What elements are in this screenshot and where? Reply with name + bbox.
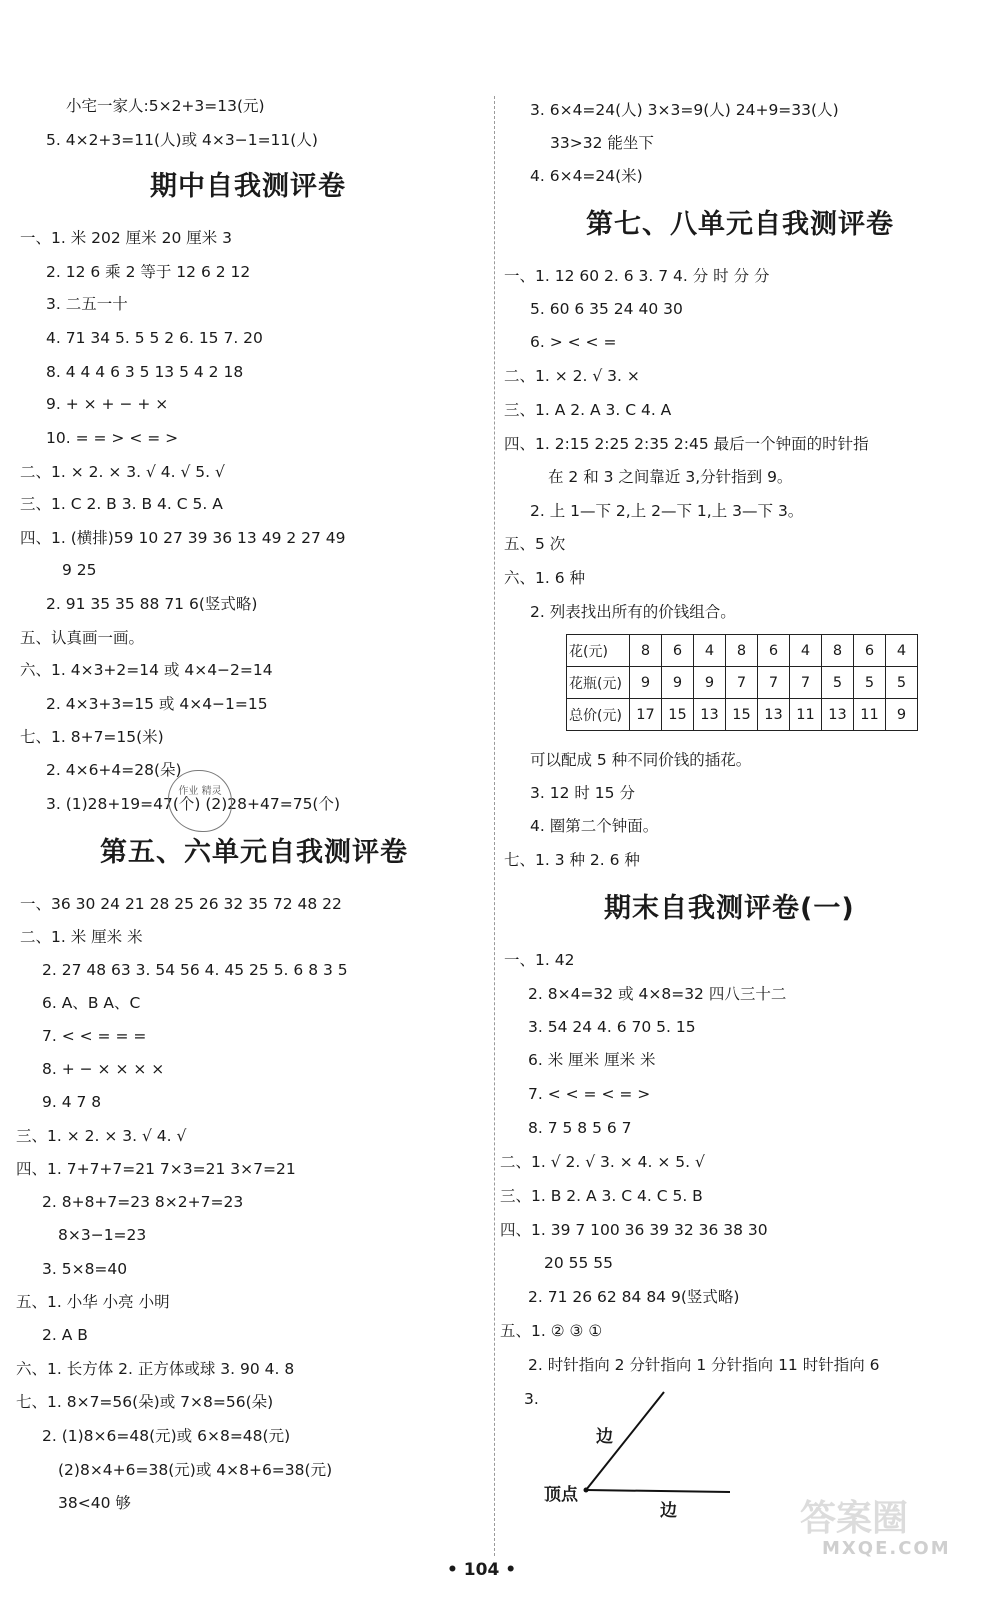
price-table: [566, 634, 918, 731]
angle-edge-bottom: [586, 1490, 730, 1492]
answer-line: 5. 60 6 35 24 40 30: [530, 300, 683, 318]
section-title-final: 期末自我测评卷(一): [604, 893, 855, 924]
answer-line: 3. (1)28+19=47(个) (2)28+47=75(个): [46, 795, 341, 813]
answer-line: 3. 5×8=40: [42, 1260, 128, 1278]
table-cell: 4: [694, 635, 726, 667]
answer-line: 6. A、B A、C: [42, 994, 141, 1012]
answer-line: 二、1. 米 厘米 米: [20, 928, 143, 946]
answer-line: 8. 4 4 4 6 3 5 13 5 4 2 18: [46, 363, 244, 381]
answer-line: 五、认真画一画。: [20, 629, 145, 647]
table-cell: 17: [630, 699, 662, 731]
answer-line: 38<40 够: [58, 1494, 131, 1512]
answer-line: 六、1. 长方体 2. 正方体或球 3. 90 4. 8: [16, 1360, 295, 1378]
answer-line: 七、1. 3 种 2. 6 种: [504, 851, 640, 869]
answer-line: 9 25: [62, 561, 97, 579]
row-header: 花瓶(元): [567, 667, 630, 699]
table-cell: 5: [822, 667, 854, 699]
table-cell: 8: [822, 635, 854, 667]
answer-line: 5. 4×2+3=11(人)或 4×3−1=11(人): [46, 131, 318, 149]
table-row: [567, 635, 918, 667]
answer-line: 五、1. ② ③ ①: [500, 1322, 603, 1340]
angle-vertex-point: [584, 1488, 589, 1493]
answer-line: 一、1. 42: [504, 951, 575, 969]
table-cell: 11: [790, 699, 822, 731]
answer-line: 2. 12 6 乘 2 等于 12 6 2 12: [46, 263, 251, 281]
table-cell: 4: [886, 635, 918, 667]
answer-line: 3.: [524, 1390, 539, 1408]
answer-line: 2. 列表找出所有的价钱组合。: [530, 603, 736, 621]
answer-line: 三、1. × 2. × 3. √ 4. √: [16, 1127, 187, 1145]
answer-line: 8. + − × × × ×: [42, 1060, 165, 1078]
answer-line: 7. < < = = =: [42, 1027, 147, 1045]
answer-line: 2. 上 1—下 2,上 2—下 1,上 3—下 3。: [530, 502, 804, 520]
angle-label-edge: 边: [660, 1501, 677, 1521]
section-title-unit78: 第七、八单元自我测评卷: [586, 209, 894, 240]
angle-label-vertex: 顶点: [544, 1485, 578, 1505]
answer-line: 四、1. 7+7+7=21 7×3=21 3×7=21: [16, 1160, 296, 1178]
answer-line: 一、1. 12 60 2. 6 3. 7 4. 分 时 分 分: [504, 267, 770, 285]
table-cell: 9: [694, 667, 726, 699]
table-cell: 9: [886, 699, 918, 731]
table-cell: 9: [662, 667, 694, 699]
table-row: [567, 699, 918, 731]
table-cell: 11: [854, 699, 886, 731]
answer-line: 9. 4 7 8: [42, 1093, 102, 1111]
table-cell: 13: [822, 699, 854, 731]
answer-line: (2)8×4+6=38(元)或 4×8+6=38(元): [58, 1461, 333, 1479]
answer-line: 4. 6×4=24(米): [530, 167, 643, 185]
answer-line: 2. 4×3+3=15 或 4×4−1=15: [46, 695, 268, 713]
section-title-unit56: 第五、六单元自我测评卷: [100, 837, 408, 868]
answer-line: 五、5 次: [504, 535, 566, 553]
table-cell: 5: [854, 667, 886, 699]
answer-line: 一、36 30 24 21 28 25 26 32 35 72 48 22: [20, 895, 342, 913]
table-cell: 7: [790, 667, 822, 699]
answer-line: 6. > < < =: [530, 333, 617, 351]
watermark-logo: 答案圈: [800, 1498, 909, 1539]
answer-line: 一、1. 米 202 厘米 20 厘米 3: [20, 229, 233, 247]
table-cell: 7: [758, 667, 790, 699]
answer-line: 四、1. 2:15 2:25 2:35 2:45 最后一个钟面的时针指: [504, 435, 869, 453]
answer-line: 三、1. A 2. A 3. C 4. A: [504, 401, 672, 419]
table-row: [567, 667, 918, 699]
answer-line: 2. A B: [42, 1326, 88, 1344]
answer-line: 8. 7 5 8 5 6 7: [528, 1119, 632, 1137]
table-cell: 6: [854, 635, 886, 667]
page-number: • 104 •: [447, 1560, 517, 1580]
answer-line: 六、1. 6 种: [504, 569, 586, 587]
answer-line: 3. 12 时 15 分: [530, 784, 635, 802]
answer-line: 六、1. 4×3+2=14 或 4×4−2=14: [20, 661, 273, 679]
answer-line: 四、1. (横排)59 10 27 39 36 13 49 2 27 49: [20, 529, 346, 547]
answer-line: 2. 8×4=32 或 4×8=32 四八三十二: [528, 985, 787, 1003]
answer-line: 二、1. × 2. × 3. √ 4. √ 5. √: [20, 463, 225, 481]
answer-line: 2. 71 26 62 84 84 9(竖式略): [528, 1288, 740, 1306]
answer-line: 可以配成 5 种不同价钱的插花。: [530, 751, 752, 769]
answer-line: 七、1. 8×7=56(朵)或 7×8=56(朵): [16, 1393, 274, 1411]
answer-line: 6. 米 厘米 厘米 米: [528, 1051, 656, 1069]
answer-line: 五、1. 小华 小亮 小明: [16, 1293, 170, 1311]
table-cell: 15: [662, 699, 694, 731]
table-cell: 13: [694, 699, 726, 731]
answer-line: 2. 27 48 63 3. 54 56 4. 45 25 5. 6 8 3 5: [42, 961, 348, 979]
answer-line: 3. 二五一十: [46, 295, 128, 313]
row-header: 花(元): [567, 635, 630, 667]
table-cell: 5: [886, 667, 918, 699]
answer-line: 七、1. 8+7=15(米): [20, 728, 164, 746]
table-cell: 8: [630, 635, 662, 667]
stamp-text: 作业 精灵: [178, 786, 222, 797]
stamp-mark: [168, 770, 232, 832]
table-cell: 7: [726, 667, 758, 699]
answer-line: 小宅一家人:5×2+3=13(元): [66, 97, 265, 115]
answer-line: 二、1. × 2. √ 3. ×: [504, 367, 640, 385]
answer-line: 三、1. B 2. A 3. C 4. C 5. B: [500, 1187, 703, 1205]
table-cell: 13: [758, 699, 790, 731]
answer-line: 2. 4×6+4=28(朵): [46, 761, 182, 779]
row-header: 总价(元): [567, 699, 630, 731]
answer-line: 三、1. C 2. B 3. B 4. C 5. A: [20, 495, 223, 513]
watermark-url: MXQE.COM: [822, 1538, 951, 1559]
answer-line: 四、1. 39 7 100 36 39 32 36 38 30: [500, 1221, 768, 1239]
answer-line: 在 2 和 3 之间靠近 3,分针指到 9。: [548, 468, 793, 486]
answer-line: 33>32 能坐下: [550, 134, 654, 152]
answer-line: 2. (1)8×6=48(元)或 6×8=48(元): [42, 1427, 291, 1445]
answer-line: 二、1. √ 2. √ 3. × 4. × 5. √: [500, 1153, 705, 1171]
answer-line: 4. 71 34 5. 5 5 2 6. 15 7. 20: [46, 329, 263, 347]
answer-line: 20 55 55: [544, 1254, 614, 1272]
answer-line: 4. 圈第二个钟面。: [530, 817, 659, 835]
answer-line: 2. 91 35 35 88 71 6(竖式略): [46, 595, 258, 613]
answer-line: 3. 54 24 4. 6 70 5. 15: [528, 1018, 696, 1036]
table-cell: 6: [662, 635, 694, 667]
table-cell: 15: [726, 699, 758, 731]
answer-line: 3. 6×4=24(人) 3×3=9(人) 24+9=33(人): [530, 101, 839, 119]
table-cell: 8: [726, 635, 758, 667]
table-cell: 9: [630, 667, 662, 699]
section-title-midterm: 期中自我测评卷: [150, 171, 346, 202]
answer-line: 2. 8+8+7=23 8×2+7=23: [42, 1193, 244, 1211]
answer-line: 8×3−1=23: [58, 1226, 147, 1244]
answer-line: 7. < < = < = >: [528, 1085, 651, 1103]
angle-label-edge: 边: [596, 1427, 613, 1447]
answer-line: 9. + × + − + ×: [46, 395, 169, 413]
table-cell: 6: [758, 635, 790, 667]
answer-line: 10. = = > < = >: [46, 429, 179, 447]
column-divider: [494, 96, 495, 1556]
table-cell: 4: [790, 635, 822, 667]
answer-line: 2. 时针指向 2 分针指向 1 分针指向 11 时针指向 6: [528, 1356, 880, 1374]
